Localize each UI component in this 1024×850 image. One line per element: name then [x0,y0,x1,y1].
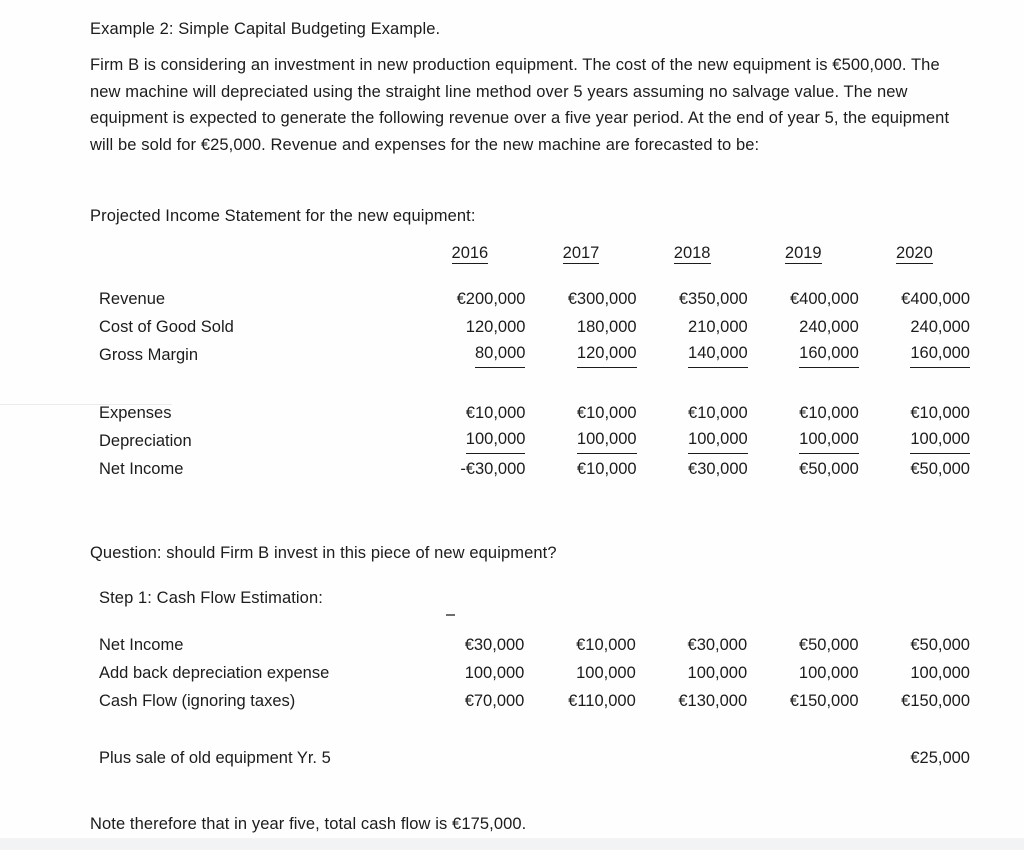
row-label: Cost of Good Sold [99,318,234,336]
row-value: €70,000 [464,692,525,710]
row-value: 240,000 [910,318,970,336]
row-value: €50,000 [799,460,859,478]
closing-note: Note therefore that in year five, total cash flow is €175,000. [90,815,527,833]
row-value: €200,000 [456,290,526,308]
row-value: €10,000 [576,636,636,654]
row-value [414,426,525,454]
value-text: 100,000 [466,426,526,454]
row-value: €130,000 [678,692,748,710]
cash-flow-table [90,630,970,714]
row-value: €300,000 [567,290,637,308]
row-value [414,340,525,368]
row-value: €50,000 [910,460,970,478]
row-value: €10,000 [910,404,970,422]
row-label: Revenue [99,290,166,308]
year-label: 2017 [562,244,600,262]
year-label: 2020 [896,244,933,262]
row-value: €350,000 [678,290,748,308]
row-value: €30,000 [464,636,525,654]
table-row [90,630,970,658]
row-label: Net Income [99,636,184,654]
row-value: 100,000 [910,664,970,682]
table-row [90,312,970,340]
row-value: -€30,000 [460,460,526,478]
value-text: 100,000 [910,426,970,454]
example-heading: Example 2: Simple Capital Budgeting Example. [90,20,441,38]
row-label: Gross Margin [99,346,199,364]
value-text: 100,000 [799,426,859,454]
row-value: €50,000 [798,636,859,654]
year-label: 2018 [673,244,711,262]
question-line: Question: should Firm B invest in this piece of new equipment? [90,544,557,562]
column-header-year [637,240,748,266]
income-statement-lead: Projected Income Statement for the new equipment: [90,207,476,225]
row-value [525,340,636,368]
table-row [90,743,970,771]
row-value [637,340,748,368]
row-value: 180,000 [576,318,637,336]
row-value [859,340,970,368]
row-label: Plus sale of old equipment Yr. 5 [99,749,331,767]
row-value [748,340,859,368]
row-value-empty [748,743,859,771]
value-text: 160,000 [799,340,859,368]
row-value: 100,000 [687,664,748,682]
row-value: €10,000 [576,460,637,478]
table-header-row [90,240,970,266]
row-value [637,426,748,454]
column-header-year [525,240,636,266]
value-text: 80,000 [475,340,525,368]
row-value: 100,000 [576,664,636,682]
table-spacer [90,266,970,284]
column-header-year [859,240,970,266]
header-blank [90,240,414,266]
row-value: 210,000 [688,318,748,336]
row-value: €50,000 [910,636,970,654]
row-value: €400,000 [790,290,859,308]
column-header-year [414,240,525,266]
row-value [859,426,970,454]
value-text: 100,000 [577,426,637,454]
table-spacer [90,368,970,398]
table-row [90,398,970,426]
row-value: 100,000 [798,664,859,682]
row-label: Expenses [99,404,172,422]
row-value: €110,000 [568,692,636,710]
row-value [748,426,859,454]
row-value [525,426,636,454]
column-header-year [748,240,859,266]
table-row-total [90,686,970,714]
value-text: 160,000 [910,340,970,368]
step1-heading: Step 1: Cash Flow Estimation: [99,589,323,607]
stray-dash-artifact [446,614,455,616]
table-row-total [90,454,970,482]
row-value: 240,000 [799,318,859,336]
income-statement-table [90,240,970,482]
value-text: 120,000 [577,340,637,368]
table-row-subtotal [90,426,970,454]
table-row [90,284,970,312]
year-label: 2016 [451,244,489,262]
row-value: €30,000 [688,460,748,478]
page-bottom-band [0,838,1024,850]
table-row [90,658,970,686]
row-value: €10,000 [465,404,526,422]
row-label: Cash Flow (ignoring taxes) [99,692,296,710]
row-value: €400,000 [901,290,970,308]
row-value: €10,000 [799,404,859,422]
row-value: €150,000 [901,692,970,710]
year-label: 2019 [784,244,822,262]
row-value: €10,000 [688,404,748,422]
row-label: Add back depreciation expense [99,664,330,682]
row-value: €10,000 [576,404,637,422]
row-label: Net Income [99,460,184,478]
row-value: 100,000 [464,664,525,682]
row-value: €25,000 [910,749,970,767]
row-value: €150,000 [789,692,859,710]
value-text: 140,000 [688,340,748,368]
intro-paragraph: Firm B is considering an investment in new production equipment. The cost of the new equipment is €500,000. The new machine will depreciated using the straight line method over 5 years assuming no salvage value. The new equipment is expected to generate the following revenue over a five year period. At the end of year 5, the equipment will be sold for €25,000. Revenue and expenses for the new machine are forecasted to be: [90,56,950,154]
table-row-subtotal [90,340,970,368]
plus-sale-row-table [90,743,970,771]
value-text: 100,000 [688,426,748,454]
row-value: €30,000 [687,636,748,654]
row-label: Depreciation [99,432,192,450]
row-value: 120,000 [465,318,526,336]
